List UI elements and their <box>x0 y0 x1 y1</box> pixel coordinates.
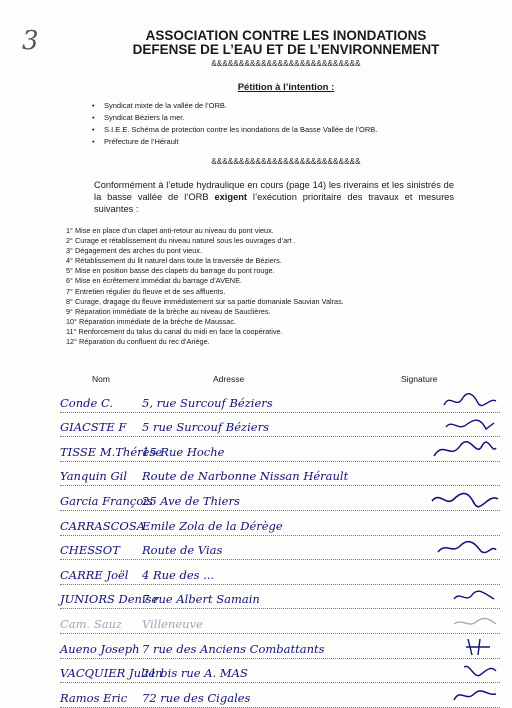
signer-row <box>60 560 500 585</box>
measure-item: 8° Curage, dragage du fleuve immédiatement sur sa partie domaniale Sauvian Valras. <box>66 296 344 306</box>
signer-name: GIACSTE F <box>60 420 127 435</box>
association-subtitle: DEFENSE DE L’EAU ET DE L’ENVIRONNEMENT <box>132 42 440 57</box>
intro-text-start: Conformément à l’etude hydraulique en cours (page 14) les riverains et les sinistrés de la basse vallée de l’ORB <box>94 180 454 202</box>
signer-address: 7 rue Albert Samain <box>142 592 260 607</box>
measures-list <box>66 226 344 347</box>
signer-name: CHESSOT <box>60 543 120 558</box>
measure-item: 9° Réparation immédiate de la brèche au niveau de Sauclières. <box>66 306 271 316</box>
recipient-list <box>92 100 377 148</box>
measure-item: 6° Mise en écrêtement immédiat du barrage d’AVENE. <box>66 276 242 286</box>
signer-row <box>60 659 500 684</box>
signer-row <box>60 462 500 487</box>
column-header-signature: Signature <box>401 374 438 384</box>
measure-item: 1° Mise en place d’un clapet anti-retour au niveau du pont vieux. <box>66 226 274 235</box>
recipient-item: • S.I.E.E. Schéma de protection contre les inondations de la Basse Vallée de l’ORB. <box>92 124 377 136</box>
signature-scribble-icon <box>450 587 500 607</box>
column-header-address: Adresse <box>213 374 245 384</box>
signer-name: Conde C. <box>60 395 113 410</box>
handwritten-page-number: 3 <box>22 26 39 56</box>
signer-address: Route de Narbonne Nissan Hérault <box>142 469 349 484</box>
signer-row <box>60 536 500 561</box>
signer-row <box>60 437 500 462</box>
measure-item: 7° Entretien régulier du fleuve et de ses affluents. <box>66 286 226 296</box>
signer-address: 25 Ave de Thiers <box>142 493 240 508</box>
signer-address: 4 Rue des ... <box>142 567 215 582</box>
signer-name: Garcia François <box>60 493 153 508</box>
signature-scribble-icon <box>434 538 500 558</box>
recipient-item: • Syndicat mixte de la vallée de l’ORB. <box>92 100 377 112</box>
association-title: ASSOCIATION CONTRE LES INONDATIONS <box>145 28 427 43</box>
intro-text-end: l’exécution prioritaire des travaux et mesures suivantes : <box>94 192 454 214</box>
signer-address: 7 rue des Anciens Combattants <box>142 641 325 656</box>
signer-address: 15 Rue Hoche <box>142 444 225 459</box>
signer-name: VACQUIER Julien <box>60 666 163 681</box>
signer-name: JUNIORS Denise <box>60 592 159 607</box>
ampersand-separator-2: &&&&&&&&&&&&&&&&&&&&&&&&&&& <box>211 157 361 166</box>
measure-item: 11° Renforcement du talus du canal du midi en face la coopérative. <box>66 326 283 336</box>
signer-row <box>60 388 500 413</box>
recipient-item: • Syndicat Béziers la mer. <box>92 112 377 124</box>
measure-item: 2° Curage et rétablissement du niveau naturel sous les ouvrages d’art . <box>66 236 296 246</box>
ampersand-separator: &&&&&&&&&&&&&&&&&&&&&&&&&&& <box>211 59 361 68</box>
signature-scribble-icon <box>460 637 500 657</box>
signer-address: Emile Zola de la Dérège <box>142 518 283 533</box>
signer-address: 21 bis rue A. MAS <box>142 666 248 681</box>
signature-scribble-icon <box>450 686 500 706</box>
signature-table <box>60 388 500 708</box>
signer-row <box>60 683 500 708</box>
signer-address: 5, rue Surcouf Béziers <box>142 395 273 410</box>
petition-heading: Pétition à l’intention : <box>237 82 335 93</box>
signature-scribble-icon <box>460 661 500 681</box>
signature-scribble-icon <box>450 612 500 632</box>
signer-name: Yanquin Gil <box>60 469 128 484</box>
signer-name: CARRE Joël <box>60 567 129 582</box>
signature-scribble-icon <box>430 440 500 460</box>
measure-item: 3° Dégagement des arches du pont vieux. <box>66 246 202 256</box>
signer-row <box>60 413 500 438</box>
signer-address: 5 rue Surcouf Béziers <box>142 420 269 435</box>
signer-address: 72 rue des Cigales <box>142 690 251 705</box>
signer-address: Route de Vias <box>142 543 223 558</box>
signer-row <box>60 634 500 659</box>
column-header-name: Nom <box>92 374 110 384</box>
intro-emphasis: exigent <box>214 192 248 202</box>
intro-paragraph <box>94 179 454 215</box>
measure-item: 4° Rétablissement du lit naturel dans toute la traversée de Béziers. <box>66 256 282 266</box>
signature-scribble-icon <box>440 415 500 435</box>
signer-name: Cam. Sauz <box>60 616 123 631</box>
signer-row <box>60 486 500 511</box>
signer-name: TISSE M.Thérèse <box>60 444 163 459</box>
signer-name: Ramos Eric <box>60 690 128 705</box>
recipient-item: • Préfecture de l’Hérault <box>92 136 377 148</box>
signer-name: Aueno Joseph <box>60 641 140 656</box>
measure-item: 5° Mise en position basse des clapets du barrage du pont rouge. <box>66 266 275 276</box>
signer-row <box>60 511 500 536</box>
signature-scribble-icon <box>440 391 500 411</box>
signer-row <box>60 609 500 634</box>
measure-item: 12° Réparation du confluent du rec d’Ariège. <box>66 337 210 347</box>
signer-name: CARRASCOSA <box>60 518 146 533</box>
signer-row <box>60 585 500 610</box>
measure-item: 10° Réparation immédiate de la brèche de Maussac. <box>66 316 237 326</box>
signature-scribble-icon <box>430 489 500 509</box>
signer-address: Villeneuve <box>142 616 203 631</box>
